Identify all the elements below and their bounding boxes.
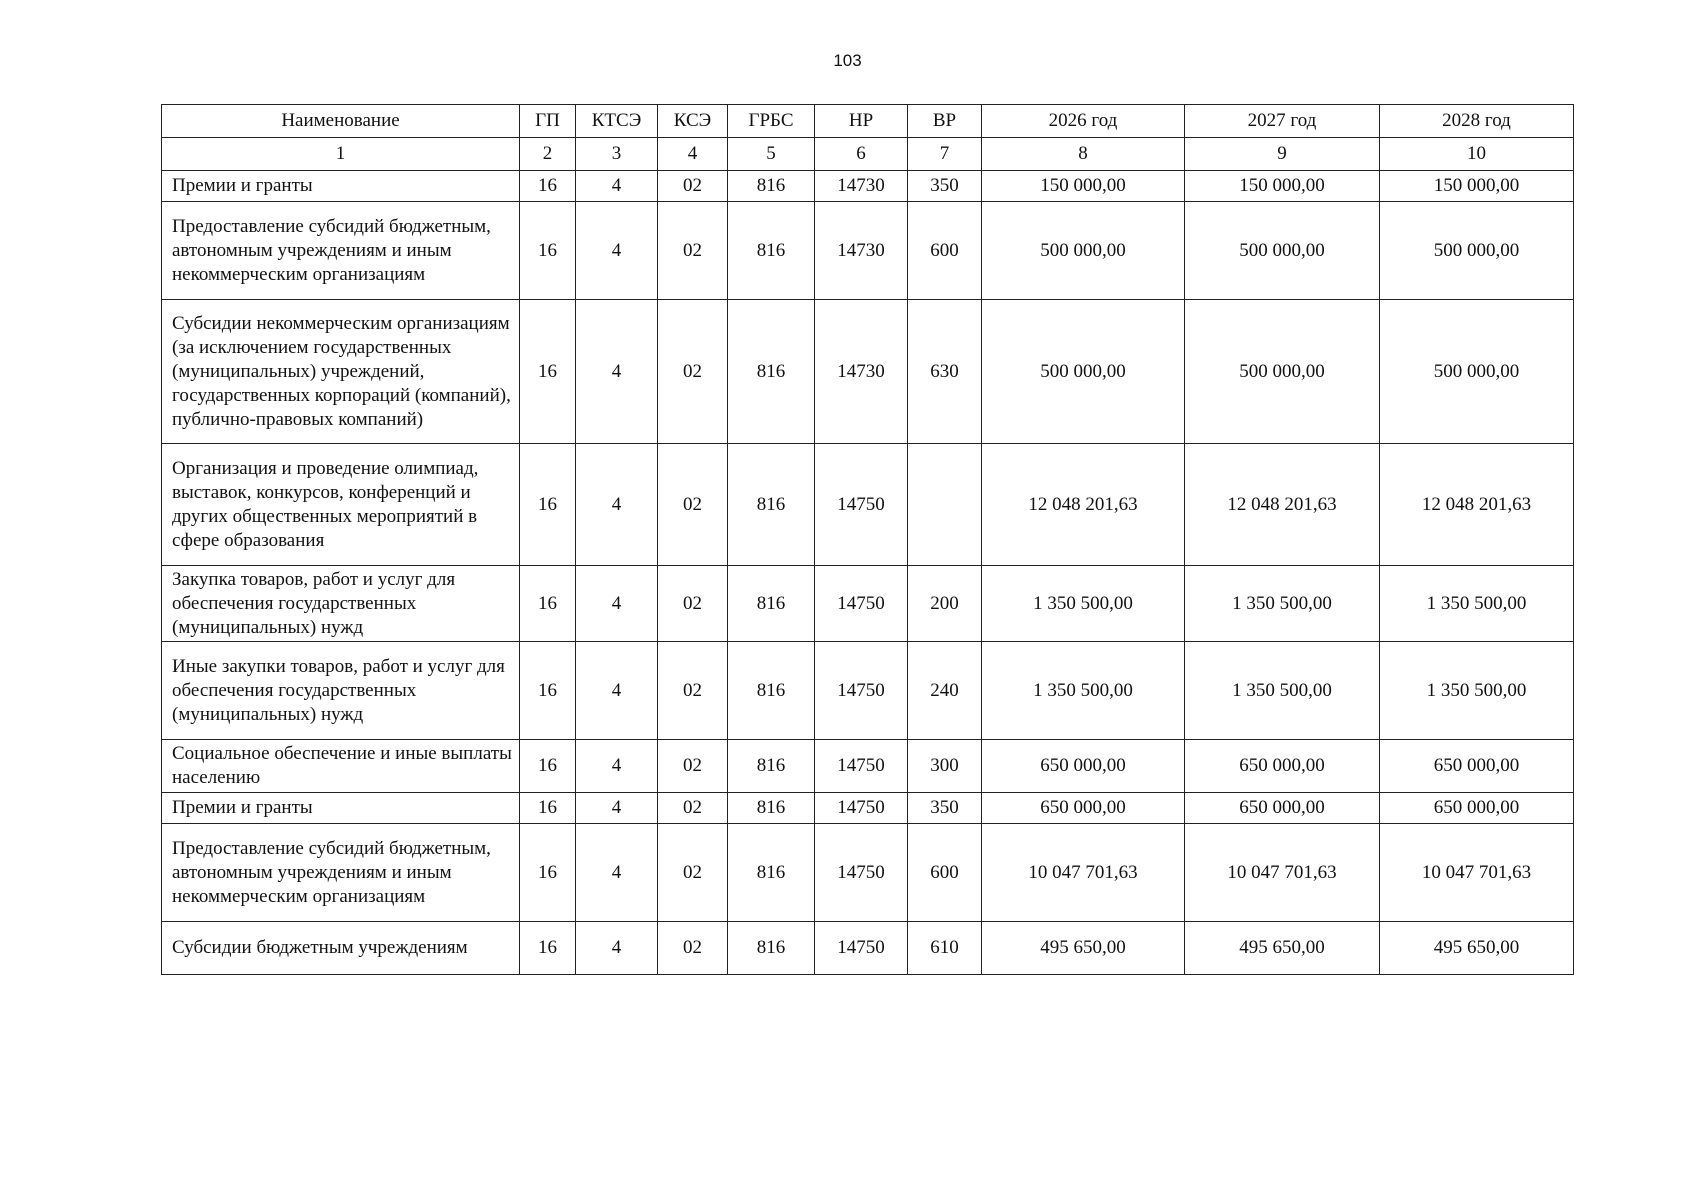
table-row	[162, 922, 1574, 975]
cell-ktse: 4	[576, 300, 658, 444]
cell-2026: 10 047 701,63	[982, 824, 1185, 922]
cell-ktse: 4	[576, 824, 658, 922]
column-number: 8	[982, 138, 1185, 171]
column-number: 6	[815, 138, 908, 171]
cell-nr: 14730	[815, 202, 908, 300]
column-number: 10	[1380, 138, 1574, 171]
cell-2026: 650 000,00	[982, 740, 1185, 793]
column-number: 1	[162, 138, 520, 171]
cell-grbs: 816	[728, 824, 815, 922]
cell-2027: 10 047 701,63	[1185, 824, 1380, 922]
cell-gp: 16	[520, 171, 576, 202]
cell-nr: 14750	[815, 740, 908, 793]
header-name: Наименование	[162, 105, 520, 138]
cell-2026: 1 350 500,00	[982, 642, 1185, 740]
cell-nr: 14750	[815, 824, 908, 922]
cell-ktse: 4	[576, 793, 658, 824]
cell-2027: 650 000,00	[1185, 740, 1380, 793]
cell-vr: 300	[908, 740, 982, 793]
table-row	[162, 202, 1574, 300]
cell-kse: 02	[658, 566, 728, 642]
cell-2026: 150 000,00	[982, 171, 1185, 202]
header-2027: 2027 год	[1185, 105, 1380, 138]
cell-2028: 1 350 500,00	[1380, 642, 1574, 740]
cell-2027: 500 000,00	[1185, 300, 1380, 444]
cell-grbs: 816	[728, 922, 815, 975]
cell-grbs: 816	[728, 444, 815, 566]
cell-vr: 600	[908, 824, 982, 922]
cell-grbs: 816	[728, 171, 815, 202]
cell-2028: 500 000,00	[1380, 300, 1574, 444]
header-vr: ВР	[908, 105, 982, 138]
cell-2028: 650 000,00	[1380, 793, 1574, 824]
cell-name: Премии и гранты	[162, 793, 520, 824]
cell-vr	[908, 444, 982, 566]
cell-2028: 150 000,00	[1380, 171, 1574, 202]
cell-2028: 1 350 500,00	[1380, 566, 1574, 642]
cell-nr: 14730	[815, 171, 908, 202]
cell-2027: 12 048 201,63	[1185, 444, 1380, 566]
cell-grbs: 816	[728, 793, 815, 824]
cell-kse: 02	[658, 740, 728, 793]
cell-nr: 14730	[815, 300, 908, 444]
cell-gp: 16	[520, 824, 576, 922]
cell-name: Субсидии бюджетным учреждениям	[162, 922, 520, 975]
cell-gp: 16	[520, 202, 576, 300]
table-row	[162, 300, 1574, 444]
cell-ktse: 4	[576, 642, 658, 740]
cell-kse: 02	[658, 171, 728, 202]
table-row	[162, 566, 1574, 642]
header-grbs: ГРБС	[728, 105, 815, 138]
column-number-row	[162, 138, 1574, 171]
cell-ktse: 4	[576, 202, 658, 300]
cell-2028: 495 650,00	[1380, 922, 1574, 975]
column-number: 2	[520, 138, 576, 171]
cell-ktse: 4	[576, 922, 658, 975]
cell-2026: 650 000,00	[982, 793, 1185, 824]
cell-2027: 150 000,00	[1185, 171, 1380, 202]
cell-gp: 16	[520, 740, 576, 793]
cell-2027: 500 000,00	[1185, 202, 1380, 300]
column-number: 3	[576, 138, 658, 171]
header-nr: НР	[815, 105, 908, 138]
cell-grbs: 816	[728, 202, 815, 300]
cell-grbs: 816	[728, 300, 815, 444]
cell-vr: 200	[908, 566, 982, 642]
cell-2026: 500 000,00	[982, 202, 1185, 300]
table-row	[162, 793, 1574, 824]
cell-2027: 1 350 500,00	[1185, 642, 1380, 740]
cell-2028: 650 000,00	[1380, 740, 1574, 793]
cell-name: Социальное обеспечение и иные выплаты населению	[162, 740, 520, 793]
cell-ktse: 4	[576, 566, 658, 642]
cell-vr: 600	[908, 202, 982, 300]
cell-name: Организация и проведение олимпиад, выставок, конкурсов, конференций и других общественных мероприятий в сфере образования	[162, 444, 520, 566]
cell-kse: 02	[658, 922, 728, 975]
cell-kse: 02	[658, 793, 728, 824]
cell-kse: 02	[658, 642, 728, 740]
column-number: 5	[728, 138, 815, 171]
table-row	[162, 444, 1574, 566]
cell-gp: 16	[520, 566, 576, 642]
cell-2026: 500 000,00	[982, 300, 1185, 444]
cell-name: Закупка товаров, работ и услуг для обеспечения государственных (муниципальных) нужд	[162, 566, 520, 642]
table-row	[162, 642, 1574, 740]
cell-name: Предоставление субсидий бюджетным, автономным учреждениям и иным некоммерческим организациям	[162, 202, 520, 300]
cell-name: Предоставление субсидий бюджетным, автономным учреждениям и иным некоммерческим организациям	[162, 824, 520, 922]
cell-name: Премии и гранты	[162, 171, 520, 202]
cell-kse: 02	[658, 444, 728, 566]
cell-grbs: 816	[728, 642, 815, 740]
page-number: 103	[833, 51, 862, 70]
cell-vr: 350	[908, 171, 982, 202]
cell-nr: 14750	[815, 566, 908, 642]
cell-gp: 16	[520, 922, 576, 975]
cell-2026: 1 350 500,00	[982, 566, 1185, 642]
cell-nr: 14750	[815, 444, 908, 566]
cell-ktse: 4	[576, 740, 658, 793]
header-kse: КСЭ	[658, 105, 728, 138]
header-ktse: КТСЭ	[576, 105, 658, 138]
cell-vr: 630	[908, 300, 982, 444]
cell-2027: 650 000,00	[1185, 793, 1380, 824]
cell-vr: 610	[908, 922, 982, 975]
cell-2027: 495 650,00	[1185, 922, 1380, 975]
cell-gp: 16	[520, 300, 576, 444]
cell-kse: 02	[658, 202, 728, 300]
cell-kse: 02	[658, 300, 728, 444]
cell-ktse: 4	[576, 444, 658, 566]
column-number: 4	[658, 138, 728, 171]
cell-2028: 500 000,00	[1380, 202, 1574, 300]
header-2028: 2028 год	[1380, 105, 1574, 138]
cell-gp: 16	[520, 793, 576, 824]
table-row	[162, 824, 1574, 922]
table-row	[162, 740, 1574, 793]
cell-vr: 350	[908, 793, 982, 824]
header-2026: 2026 год	[982, 105, 1185, 138]
cell-nr: 14750	[815, 793, 908, 824]
table-row	[162, 171, 1574, 202]
cell-2028: 10 047 701,63	[1380, 824, 1574, 922]
cell-vr: 240	[908, 642, 982, 740]
cell-kse: 02	[658, 824, 728, 922]
table-header-row	[162, 105, 1574, 138]
cell-2027: 1 350 500,00	[1185, 566, 1380, 642]
cell-nr: 14750	[815, 922, 908, 975]
header-gp: ГП	[520, 105, 576, 138]
budget-table	[161, 104, 1574, 975]
cell-gp: 16	[520, 444, 576, 566]
column-number: 9	[1185, 138, 1380, 171]
cell-2026: 12 048 201,63	[982, 444, 1185, 566]
cell-gp: 16	[520, 642, 576, 740]
cell-ktse: 4	[576, 171, 658, 202]
cell-2026: 495 650,00	[982, 922, 1185, 975]
cell-2028: 12 048 201,63	[1380, 444, 1574, 566]
cell-name: Иные закупки товаров, работ и услуг для обеспечения государственных (муниципальных) нужд	[162, 642, 520, 740]
column-number: 7	[908, 138, 982, 171]
cell-nr: 14750	[815, 642, 908, 740]
cell-grbs: 816	[728, 740, 815, 793]
cell-name: Субсидии некоммерческим организациям (за исключением государственных (муниципальных) учреждений, государственных корпораций (компаний), публично-правовых компаний)	[162, 300, 520, 444]
cell-grbs: 816	[728, 566, 815, 642]
